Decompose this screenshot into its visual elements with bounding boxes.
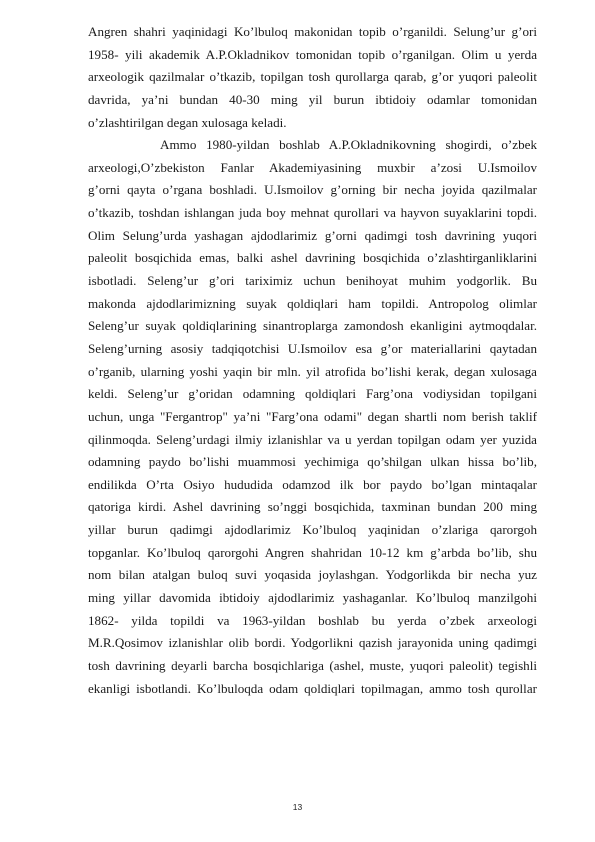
page-number: 13 [292, 802, 303, 812]
text-line: o’rganib, ularning yoshi yaqin bir mln. yil atrofida bo’lishi kerak, degan xulosaga [88, 363, 537, 379]
text-line: 1862- yilda topildi va 1963-yildan boshlab bu yerda o’zbek arxeologi [88, 612, 537, 628]
text-line: endilikda O’rta Osiyo hududida odamzod ilk bor paydo bo’lgan mintaqalar [88, 476, 537, 492]
text-line: davrida, ya’ni bundan 40-30 ming yil burun ibtidoiy odamlar tomonidan [88, 91, 537, 107]
text-line: qatoriga kirdi. Ashel davrining so’nggi bosqichida, taxminan bundan 200 ming [88, 499, 537, 515]
text-line: nom bilan atalgan buloq suvi yoqasida joylashgan. Yodgorlikda bir necha yuz [88, 567, 537, 583]
text-line: o’zlashtirilgan degan xulosaga keladi. [88, 114, 287, 130]
text-line: arxeologi,O’zbekiston Fanlar Akademiyasining muxbir a’zosi U.Ismoilov [88, 159, 537, 175]
text-line: ming yillar davomida ibtidoiy ajdodlarimiz yashaganlar. Ko’lbuloq manzilgohi [88, 590, 537, 606]
text-line: Seleng’urning asosiy tadqiqotchisi U.Ismoilov esa g’or materiallarini qaytadan [88, 340, 537, 356]
text-line: isbotladi. Seleng’ur g’ori tariximiz uchun benihoyat muhim yodgorlik. Bu [88, 273, 537, 289]
text-line: qilinmoqda. Seleng’urdagi ilmiy izlanishlar va u yerdan topilgan odam yer yuzida [88, 431, 537, 447]
text-line: arxeologik qazilmalar o’tkazib, topilgan tosh qurollarga qarab, g’or yuqori paleolit [88, 69, 537, 85]
text-line: g’orni qayta o’rgana boshladi. U.Ismoilov g’orning bir necha joyida qazilmalar [88, 182, 537, 198]
text-line: Olim Selung’urda yashagan ajdodlarimiz g’orni qadimgi tosh davrining yuqori [88, 227, 537, 243]
text-line: yillar burun qadimgi ajdodlarimiz Ko’lbuloq yaqinidan o’zlariga qarorgoh [88, 522, 537, 538]
text-line: ekanligi isbotlandi. Ko’lbuloqda odam qoldiqlari topilmagan, ammo tosh qurollar [88, 680, 537, 696]
text-line: o’tkazib, toshdan ishlangan juda boy mehnat qurollari va hayvon suyaklarini topdi. [88, 205, 537, 221]
document-body [88, 21, 537, 700]
text-line: Seleng’ur suyak qoldiqlarining sinantroplarga zamondosh ekanligini aytmoqdalar. [88, 318, 537, 334]
text-line: Angren shahri yaqinidagi Ko’lbuloq makonidan topib o’rganildi. Selung’ur g’ori [88, 24, 537, 39]
paragraph-first-line: Ammo 1980-yildan boshlab A.P.Okladnikovning shogirdi, o’zbek [160, 137, 537, 153]
text-line: makonda ajdodlarimizning suyak qoldiqlari ham topildi. Antropolog olimlar [88, 295, 537, 311]
text-line: paleolit bosqichida emas, balki ashel davrining bosqichida o’zlashtirganliklarini [88, 250, 537, 266]
text-line: keldi. Seleng’ur g’oridan odamning qoldiqlari Farg’ona vodiysidan topilgani [88, 386, 537, 402]
text-line: tosh davrining deyarli barcha bosqichlariga (ashel, muste, yuqori paleolit) tegishli [88, 657, 537, 673]
text-line: uchun, unga "Fergantrop" ya’ni "Farg’ona odami" degan shartli nom berish taklif [88, 408, 537, 424]
text-line: topganlar. Ko’lbuloq qarorgohi Angren shahridan 10-12 km g’arbda bo’lib, shu [88, 544, 537, 560]
text-line: 1958- yili akademik A.P.Okladnikov tomonidan topib o’rganilgan. Olim u yerda [88, 46, 537, 62]
text-line: odamning paydo bo’lishi muammosi yechimiga qo’shilgan ulkan hissa bo’lib, [88, 454, 537, 470]
text-line: M.R.Qosimov izlanishlar olib bordi. Yodgorlikni qazish jarayonida uning qadimgi [88, 635, 537, 651]
